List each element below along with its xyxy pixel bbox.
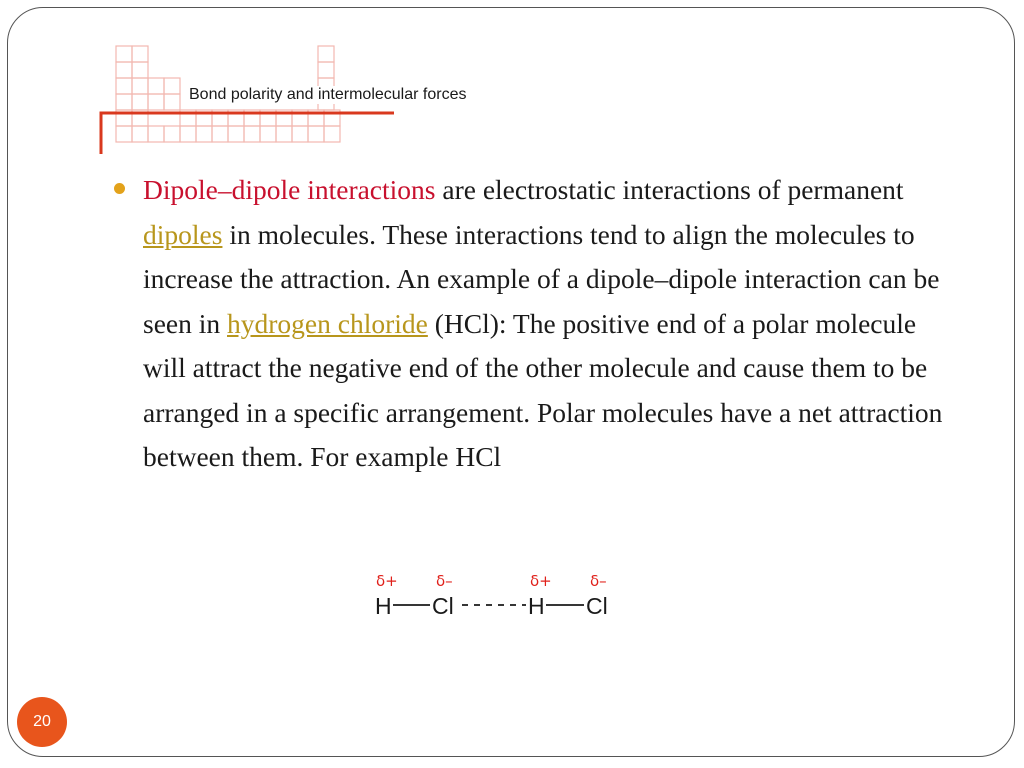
dipoles-link[interactable]: dipoles [143, 218, 223, 250]
charge-delta-minus-2: δ– [590, 572, 607, 590]
header-title: Bond polarity and intermolecular forces [189, 86, 467, 103]
atom-h-2: H [528, 593, 545, 619]
charge-delta-plus-2: δ+ [530, 572, 552, 590]
key-term: Dipole–dipole interactions [143, 174, 436, 205]
body-text-1: are electrostatic interactions of permanent [435, 174, 904, 205]
body-text-2: in molecules. These interactions tend to align the molecules to increase the attraction. An example of a dipole–dipole interaction can be seen in [143, 218, 940, 339]
atom-h-1: H [375, 593, 392, 619]
hcl-dipole-diagram [370, 568, 620, 624]
atom-cl-2: Cl [586, 593, 608, 619]
body-paragraph [143, 168, 963, 480]
charge-delta-plus-1: δ+ [376, 572, 398, 590]
page-number-badge: 20 [17, 697, 67, 747]
bullet-icon [114, 183, 125, 194]
charge-delta-minus-1: δ– [436, 572, 453, 590]
atom-cl-1: Cl [432, 593, 454, 619]
hydrogen-chloride-link[interactable]: hydrogen chloride [227, 307, 428, 339]
body-text-3: (HCl): The positive end of a polar molecule will attract the negative end of the other molecule and cause them to be arranged in a specific arrangement. Polar molecules have a net attraction between them. For example HCl [143, 307, 943, 472]
